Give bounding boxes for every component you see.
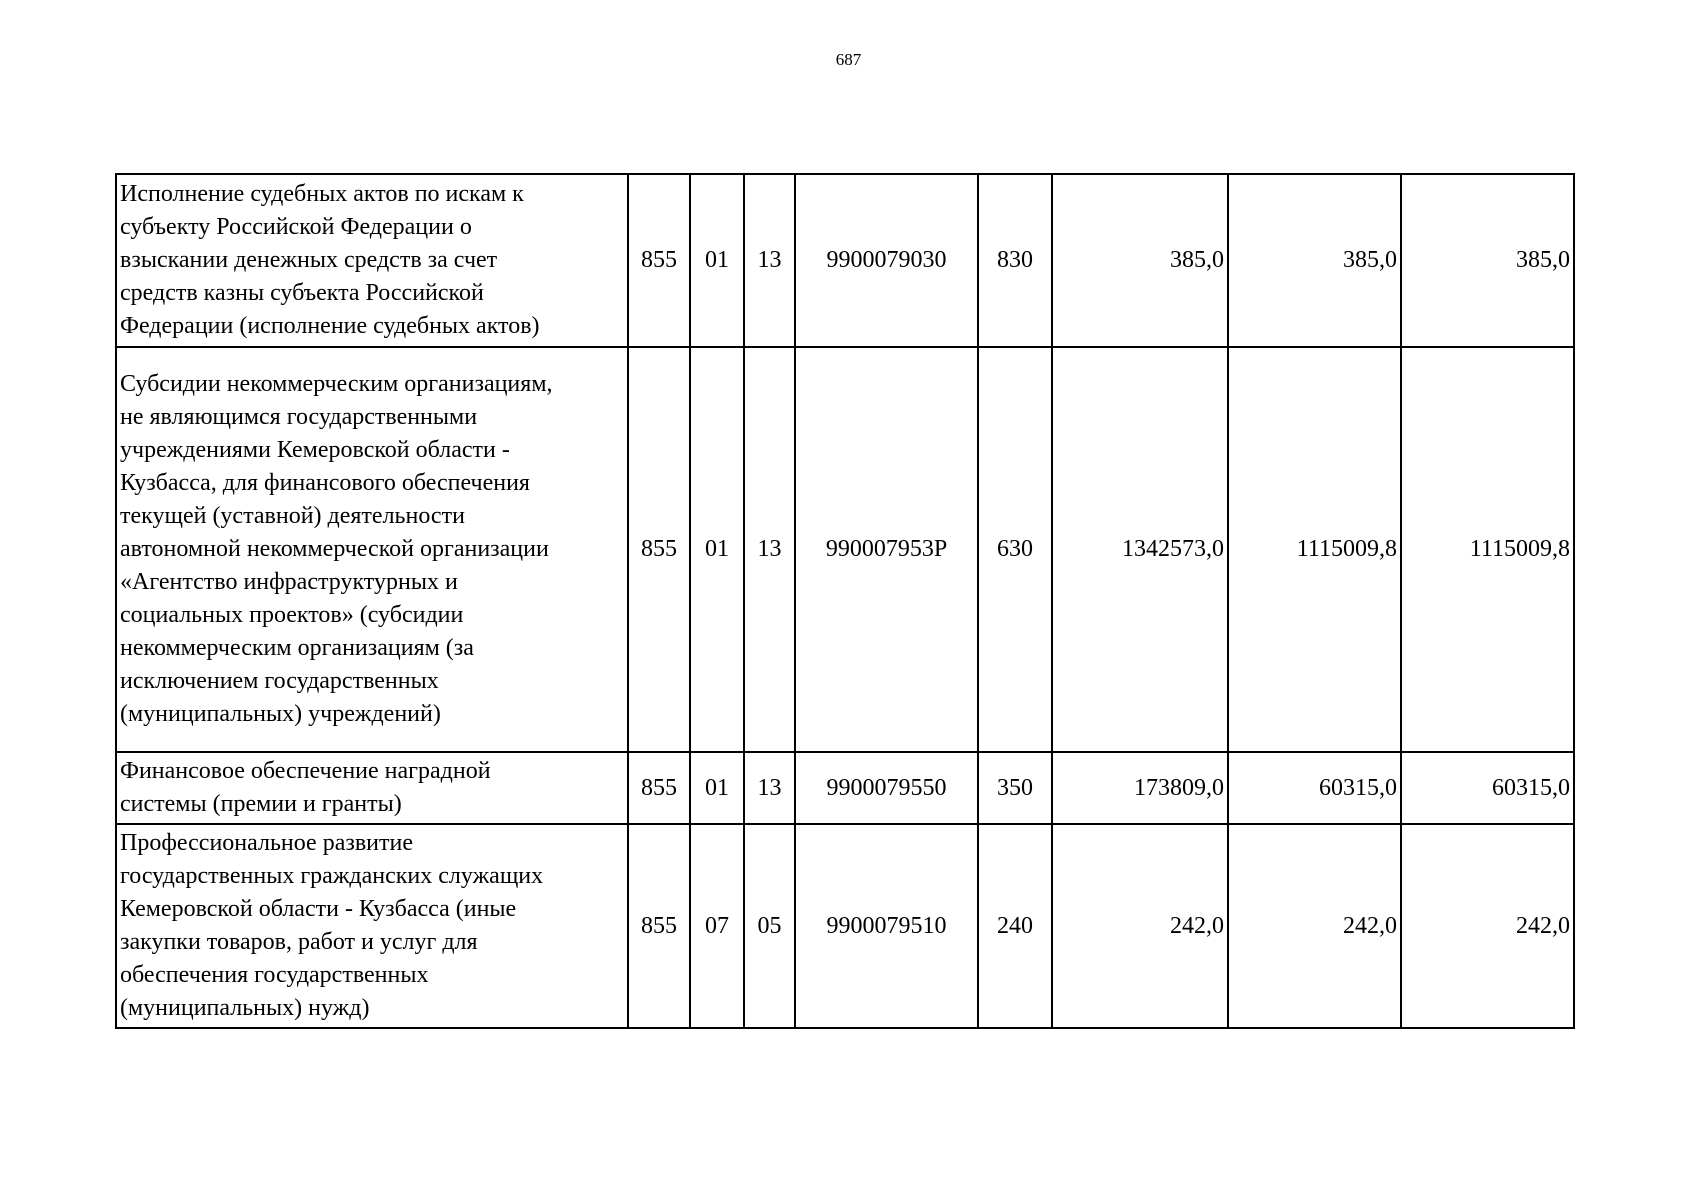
amount-year-3: 385,0 bbox=[1401, 174, 1574, 347]
amount-year-1: 242,0 bbox=[1052, 824, 1228, 1028]
row-description bbox=[116, 752, 628, 824]
ministry-code: 855 bbox=[628, 347, 690, 752]
section-code: 01 bbox=[690, 174, 744, 347]
row-description-text: Профессиональное развитие государственных гражданских служащих Кемеровской области - Кузбасса (иные закупки товаров, работ и услуг для обеспечения государственных (муниципальных) нужд) bbox=[120, 830, 544, 1021]
table-row bbox=[116, 347, 1574, 752]
subsection-code: 13 bbox=[744, 752, 795, 824]
amount-year-2: 242,0 bbox=[1228, 824, 1401, 1028]
expense-type-code: 350 bbox=[978, 752, 1052, 824]
table-row bbox=[116, 752, 1574, 824]
target-article-code: 9900079550 bbox=[795, 752, 978, 824]
amount-year-1: 385,0 bbox=[1052, 174, 1228, 347]
expense-type-code: 630 bbox=[978, 347, 1052, 752]
amount-year-2: 385,0 bbox=[1228, 174, 1401, 347]
target-article-code: 9900079030 bbox=[795, 174, 978, 347]
amount-year-3: 242,0 bbox=[1401, 824, 1574, 1028]
page-number: 687 bbox=[835, 50, 862, 69]
subsection-code: 05 bbox=[744, 824, 795, 1028]
amount-year-1: 1342573,0 bbox=[1052, 347, 1228, 752]
row-description bbox=[116, 347, 628, 752]
ministry-code: 855 bbox=[628, 752, 690, 824]
subsection-code: 13 bbox=[744, 347, 795, 752]
budget-table bbox=[115, 173, 1575, 1029]
amount-year-2: 1115009,8 bbox=[1228, 347, 1401, 752]
amount-year-2: 60315,0 bbox=[1228, 752, 1401, 824]
section-code: 01 bbox=[690, 752, 744, 824]
amount-year-3: 1115009,8 bbox=[1401, 347, 1574, 752]
subsection-code: 13 bbox=[744, 174, 795, 347]
ministry-code: 855 bbox=[628, 824, 690, 1028]
row-description bbox=[116, 824, 628, 1028]
target-article-code: 990007953Р bbox=[795, 347, 978, 752]
expense-type-code: 830 bbox=[978, 174, 1052, 347]
row-description-text: Субсидии некоммерческим организациям, не являющимся государственными учреждениями Кемеровской области - Кузбасса, для финансового обеспечения текущей (уставной) деятельности автономной некоммерческой организации «Агентство инфраструктурных и социальных проектов» (субсидии некоммерческим организациям (за исключением государственных (муниципальных) учреждений) bbox=[120, 371, 553, 727]
expense-type-code: 240 bbox=[978, 824, 1052, 1028]
row-description bbox=[116, 174, 628, 347]
target-article-code: 9900079510 bbox=[795, 824, 978, 1028]
row-description-text: Финансовое обеспечение наградной системы (премии и гранты) bbox=[120, 758, 491, 817]
table-row bbox=[116, 174, 1574, 347]
ministry-code: 855 bbox=[628, 174, 690, 347]
amount-year-1: 173809,0 bbox=[1052, 752, 1228, 824]
section-code: 01 bbox=[690, 347, 744, 752]
amount-year-3: 60315,0 bbox=[1401, 752, 1574, 824]
row-description-text: Исполнение судебных актов по искам к субъекту Российской Федерации о взыскании денежных средств за счет средств казны субъекта Российской Федерации (исполнение судебных актов) bbox=[120, 181, 540, 339]
section-code: 07 bbox=[690, 824, 744, 1028]
table-row bbox=[116, 824, 1574, 1028]
